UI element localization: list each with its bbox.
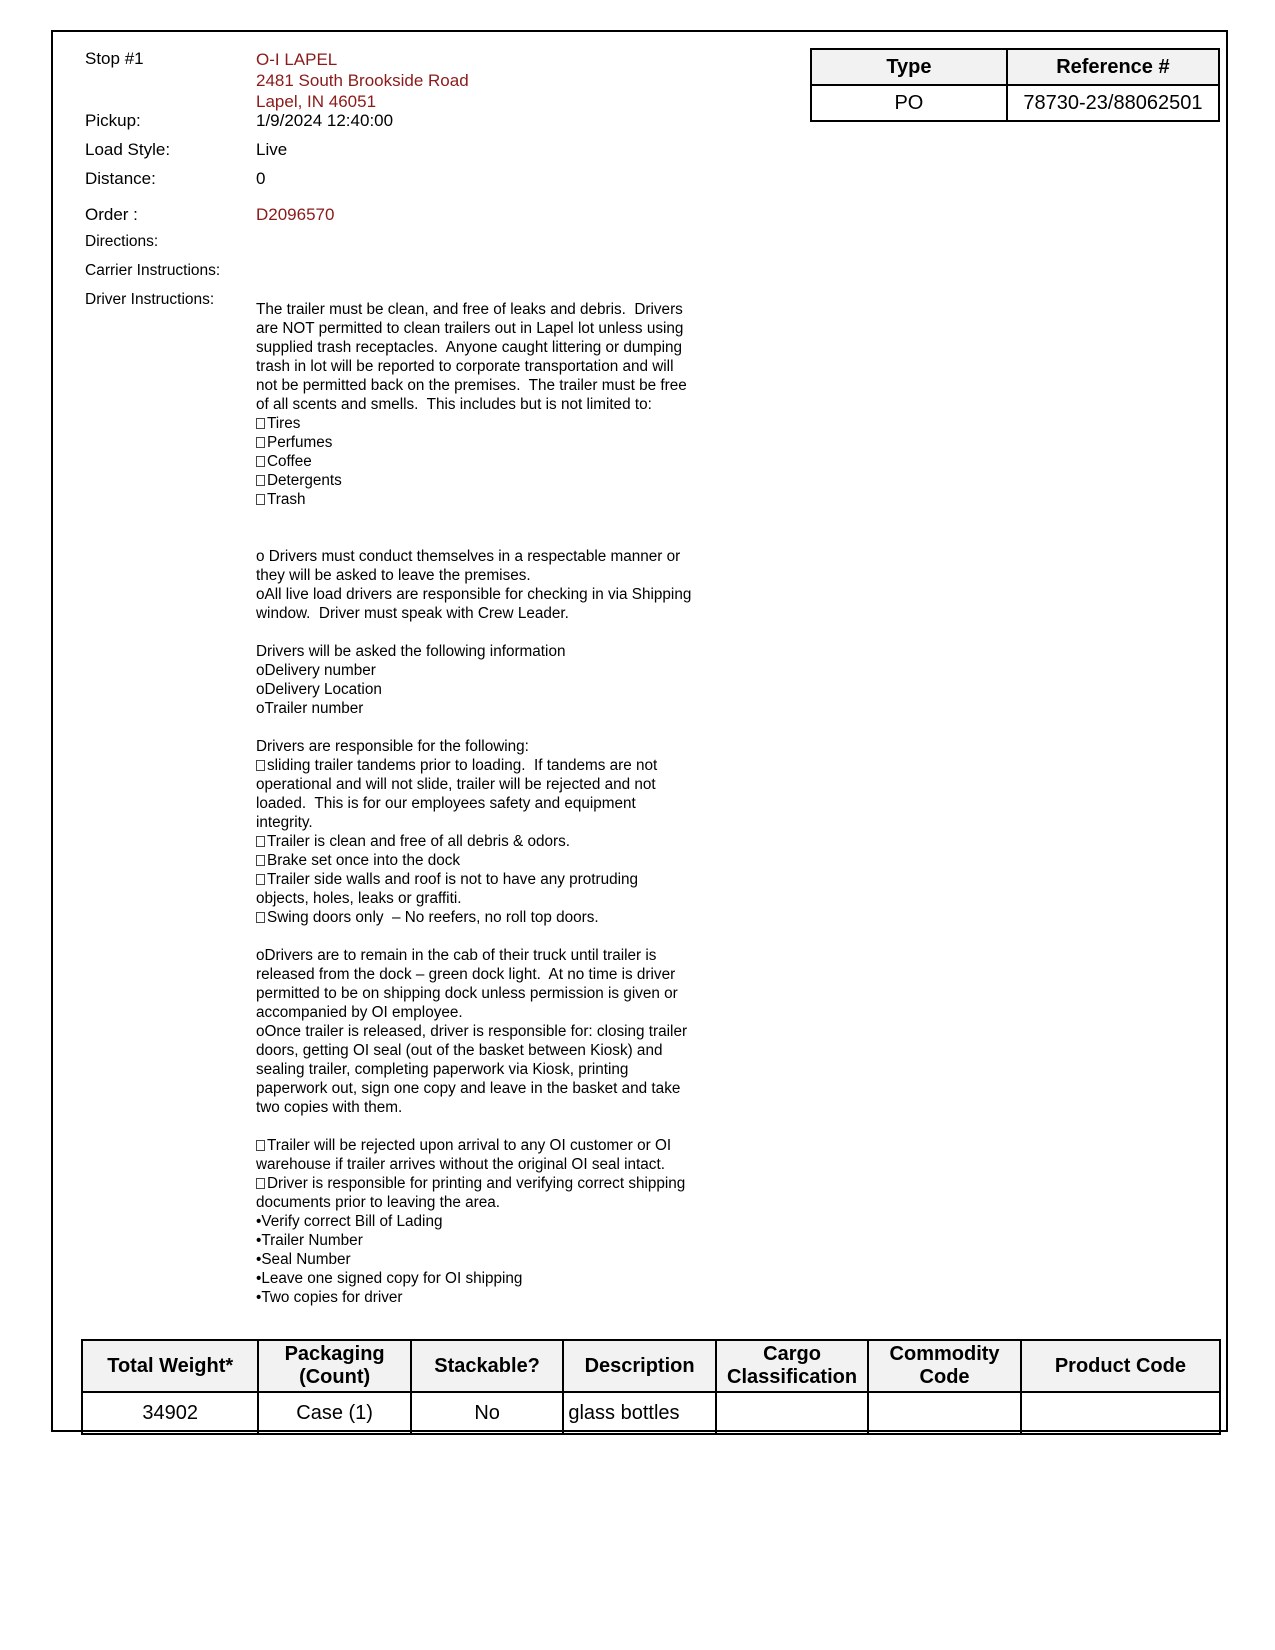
packaging-header: Packaging (Count) bbox=[258, 1340, 410, 1392]
instruction-text: loaded. This is for our employees safety and equipment bbox=[256, 795, 636, 812]
type-value: PO bbox=[811, 85, 1007, 121]
instruction-text: they will be asked to leave the premises. bbox=[256, 567, 531, 584]
checkbox-glyph-icon bbox=[256, 475, 265, 486]
instruction-text: •Leave one signed copy for OI shipping bbox=[256, 1270, 523, 1287]
instruction-line bbox=[256, 870, 736, 889]
instruction-line bbox=[256, 832, 736, 851]
instruction-text: Drivers are responsible for the following: bbox=[256, 738, 529, 755]
instruction-text: •Seal Number bbox=[256, 1251, 351, 1268]
instruction-text: warehouse if trailer arrives without the original OI seal intact. bbox=[256, 1156, 665, 1173]
instruction-text: sealing trailer, completing paperwork via Kiosk, printing bbox=[256, 1061, 629, 1078]
blank-line bbox=[256, 509, 736, 528]
instruction-text: supplied trash receptacles. Anyone caught littering or dumping bbox=[256, 339, 683, 356]
instruction-line bbox=[256, 490, 736, 509]
reference-value: 78730-23/88062501 bbox=[1007, 85, 1219, 121]
instruction-text: oDelivery number bbox=[256, 662, 376, 679]
instruction-line bbox=[256, 471, 736, 490]
instruction-line bbox=[256, 661, 736, 680]
instruction-text: window. Driver must speak with Crew Leader. bbox=[256, 605, 569, 622]
instruction-text: Drivers will be asked the following information bbox=[256, 643, 566, 660]
instruction-line bbox=[256, 775, 736, 794]
instruction-line bbox=[256, 737, 736, 756]
blank-line bbox=[256, 927, 736, 946]
instruction-line bbox=[256, 357, 736, 376]
instruction-text: not be permitted back on the premises. The trailer must be free bbox=[256, 377, 687, 394]
product-code-header: Product Code bbox=[1021, 1340, 1220, 1392]
instruction-text: Trash bbox=[267, 491, 306, 508]
instruction-text: oDrivers are to remain in the cab of their truck until trailer is bbox=[256, 947, 657, 964]
instruction-text: The trailer must be clean, and free of leaks and debris. Drivers bbox=[256, 301, 683, 318]
instruction-line bbox=[256, 300, 736, 319]
description-header: Description bbox=[563, 1340, 715, 1392]
product-code-value bbox=[1021, 1392, 1220, 1434]
instruction-line bbox=[256, 756, 736, 775]
instruction-line bbox=[256, 984, 736, 1003]
type-header: Type bbox=[811, 49, 1007, 85]
pickup-value: 1/9/2024 12:40:00 bbox=[256, 111, 394, 130]
stop-name: O-I LAPEL bbox=[256, 50, 338, 69]
instruction-line bbox=[256, 338, 736, 357]
instruction-line bbox=[256, 680, 736, 699]
instruction-line bbox=[256, 1269, 736, 1288]
cargo-classification-header: Cargo Classification bbox=[716, 1340, 868, 1392]
instruction-text: Trailer is clean and free of all debris & odors. bbox=[267, 833, 570, 850]
checkbox-glyph-icon bbox=[256, 912, 265, 923]
instruction-line bbox=[256, 1136, 736, 1155]
instruction-text: doors, getting OI seal (out of the basket between Kiosk) and bbox=[256, 1042, 663, 1059]
order-label: Order : bbox=[85, 205, 138, 224]
instruction-line bbox=[256, 1098, 736, 1117]
driver-instructions-label: Driver Instructions: bbox=[85, 291, 215, 308]
directions-label: Directions: bbox=[85, 233, 159, 250]
checkbox-glyph-icon bbox=[256, 494, 265, 505]
instruction-text: accompanied by OI employee. bbox=[256, 1004, 463, 1021]
load-style-label: Load Style: bbox=[85, 140, 171, 159]
total-weight-header: Total Weight* bbox=[82, 1340, 258, 1392]
instruction-line bbox=[256, 889, 736, 908]
instruction-text: o Drivers must conduct themselves in a respectable manner or bbox=[256, 548, 681, 565]
blank-line bbox=[256, 528, 736, 547]
stackable-header: Stackable? bbox=[411, 1340, 563, 1392]
instruction-line bbox=[256, 1193, 736, 1212]
instruction-line bbox=[256, 1250, 736, 1269]
checkbox-glyph-icon bbox=[256, 760, 265, 771]
carrier-instructions-label: Carrier Instructions: bbox=[85, 262, 221, 279]
instruction-line bbox=[256, 604, 736, 623]
distance-value: 0 bbox=[256, 169, 266, 188]
instruction-line bbox=[256, 414, 736, 433]
instruction-text: Trailer side walls and roof is not to have any protruding bbox=[267, 871, 639, 888]
instruction-text: •Trailer Number bbox=[256, 1232, 363, 1249]
checkbox-glyph-icon bbox=[256, 1178, 265, 1189]
instruction-text: Perfumes bbox=[267, 434, 333, 451]
checkbox-glyph-icon bbox=[256, 855, 265, 866]
instruction-text: Swing doors only – No reefers, no roll top doors. bbox=[267, 909, 599, 926]
instruction-line bbox=[256, 965, 736, 984]
table-row bbox=[811, 85, 1219, 121]
instruction-text: documents prior to leaving the area. bbox=[256, 1194, 501, 1211]
instruction-line bbox=[256, 1079, 736, 1098]
driver-instructions-text bbox=[256, 300, 736, 1307]
instruction-text: •Two copies for driver bbox=[256, 1289, 403, 1306]
load-style-value: Live bbox=[256, 140, 288, 159]
instruction-line bbox=[256, 319, 736, 338]
checkbox-glyph-icon bbox=[256, 874, 265, 885]
instruction-text: objects, holes, leaks or graffiti. bbox=[256, 890, 462, 907]
instruction-line bbox=[256, 1060, 736, 1079]
total-weight-value: 34902 bbox=[82, 1392, 258, 1434]
stackable-value: No bbox=[411, 1392, 563, 1434]
checkbox-glyph-icon bbox=[256, 1140, 265, 1151]
instruction-line bbox=[256, 547, 736, 566]
instruction-text: paperwork out, sign one copy and leave in the basket and take bbox=[256, 1080, 681, 1097]
stop-address bbox=[256, 49, 469, 112]
blank-line bbox=[256, 1117, 736, 1136]
instruction-line bbox=[256, 433, 736, 452]
checkbox-glyph-icon bbox=[256, 418, 265, 429]
instruction-text: released from the dock – green dock light. At no time is driver bbox=[256, 966, 676, 983]
instruction-line bbox=[256, 452, 736, 471]
stop-label: Stop #1 bbox=[85, 49, 144, 68]
instruction-text: Driver is responsible for printing and verifying correct shipping bbox=[267, 1175, 686, 1192]
instruction-line bbox=[256, 851, 736, 870]
commodity-code-header: Commodity Code bbox=[868, 1340, 1020, 1392]
commodity-code-value bbox=[868, 1392, 1020, 1434]
instruction-text: operational and will not slide, trailer will be rejected and not bbox=[256, 776, 656, 793]
address-line-2: Lapel, IN 46051 bbox=[256, 92, 377, 111]
instruction-line bbox=[256, 376, 736, 395]
instruction-text: Trailer will be rejected upon arrival to any OI customer or OI bbox=[267, 1137, 672, 1154]
reference-header: Reference # bbox=[1007, 49, 1219, 85]
instruction-text: trash in lot will be reported to corporate transportation and will bbox=[256, 358, 674, 375]
instruction-text: two copies with them. bbox=[256, 1099, 403, 1116]
blank-line bbox=[256, 623, 736, 642]
instruction-line bbox=[256, 585, 736, 604]
instruction-text: oDelivery Location bbox=[256, 681, 382, 698]
instruction-text: sliding trailer tandems prior to loading. If tandems are not bbox=[267, 757, 658, 774]
instruction-text: Tires bbox=[267, 415, 301, 432]
instruction-text: permitted to be on shipping dock unless permission is given or bbox=[256, 985, 678, 1002]
instruction-line bbox=[256, 1288, 736, 1307]
blank-line bbox=[256, 718, 736, 737]
instruction-line bbox=[256, 699, 736, 718]
instruction-line bbox=[256, 1003, 736, 1022]
checkbox-glyph-icon bbox=[256, 437, 265, 448]
cargo-table bbox=[81, 1339, 1221, 1435]
instruction-line bbox=[256, 395, 736, 414]
instruction-text: Brake set once into the dock bbox=[267, 852, 461, 869]
instruction-line bbox=[256, 1174, 736, 1193]
pickup-label: Pickup: bbox=[85, 111, 141, 130]
instruction-text: Coffee bbox=[267, 453, 312, 470]
instruction-line bbox=[256, 908, 736, 927]
instruction-line bbox=[256, 566, 736, 585]
instruction-line bbox=[256, 813, 736, 832]
instruction-text: •Verify correct Bill of Lading bbox=[256, 1213, 443, 1230]
instruction-text: oAll live load drivers are responsible for checking in via Shipping bbox=[256, 586, 692, 603]
instruction-text: Detergents bbox=[267, 472, 342, 489]
checkbox-glyph-icon bbox=[256, 456, 265, 467]
instruction-line bbox=[256, 1022, 736, 1041]
instruction-line bbox=[256, 1231, 736, 1250]
instruction-line bbox=[256, 794, 736, 813]
instruction-text: integrity. bbox=[256, 814, 313, 831]
instruction-text: of all scents and smells. This includes but is not limited to: bbox=[256, 396, 652, 413]
instruction-line bbox=[256, 1212, 736, 1231]
reference-table bbox=[810, 48, 1220, 122]
checkbox-glyph-icon bbox=[256, 836, 265, 847]
distance-label: Distance: bbox=[85, 169, 156, 188]
instruction-line bbox=[256, 642, 736, 661]
order-value: D2096570 bbox=[256, 205, 335, 224]
instruction-line bbox=[256, 946, 736, 965]
instruction-text: oTrailer number bbox=[256, 700, 364, 717]
cargo-classification-value bbox=[716, 1392, 868, 1434]
table-row bbox=[82, 1392, 1220, 1434]
packaging-value: Case (1) bbox=[258, 1392, 410, 1434]
instruction-text: are NOT permitted to clean trailers out in Lapel lot unless using bbox=[256, 320, 684, 337]
description-value: glass bottles bbox=[563, 1392, 715, 1434]
instruction-line bbox=[256, 1041, 736, 1060]
address-line-1: 2481 South Brookside Road bbox=[256, 71, 469, 90]
instruction-text: oOnce trailer is released, driver is responsible for: closing trailer bbox=[256, 1023, 688, 1040]
instruction-line bbox=[256, 1155, 736, 1174]
